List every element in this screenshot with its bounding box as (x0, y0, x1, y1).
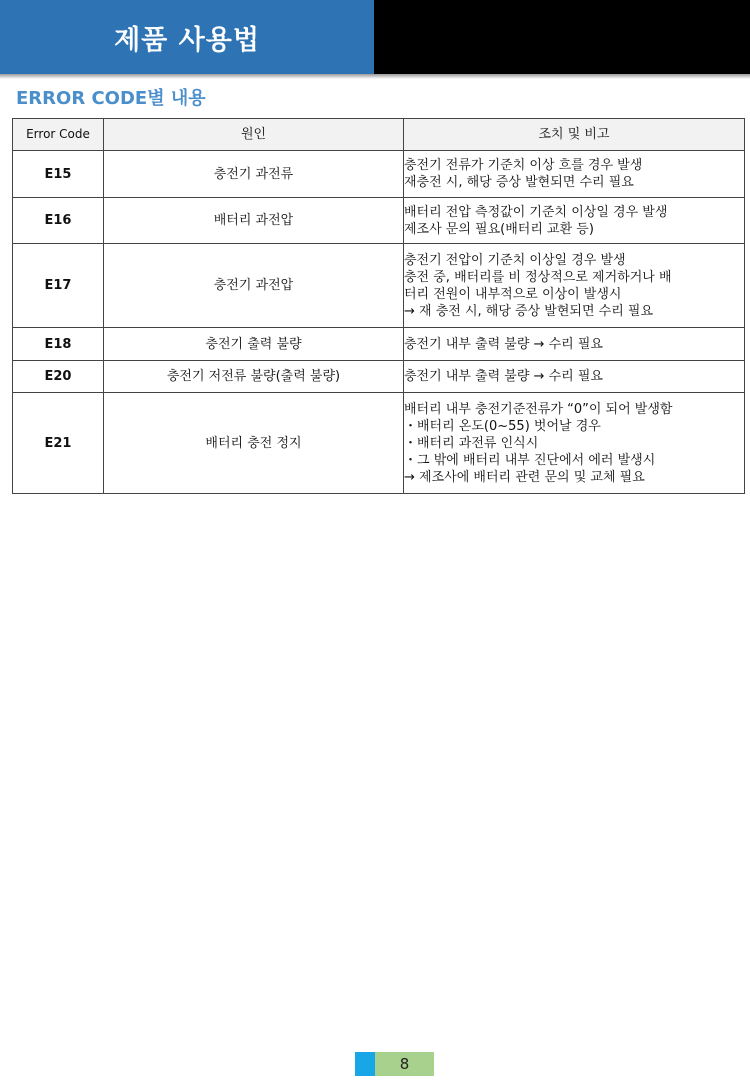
action-line: → 제조사에 배터리 관련 문의 및 교체 필요 (404, 469, 645, 485)
action-line: 충전기 전류가 기준치 이상 흐를 경우 발생 (404, 158, 643, 173)
error-code: E18 (13, 328, 104, 361)
action-line: 충전기 내부 출력 불량 → 수리 필요 (404, 336, 603, 352)
action-line: ・배터리 과전류 인식시 (404, 435, 539, 451)
error-action (404, 151, 745, 198)
page-number: 8 (375, 1052, 434, 1076)
error-action (404, 328, 745, 361)
section-title: ERROR CODE별 내용 (16, 88, 206, 109)
header-shadow (0, 74, 750, 79)
action-line: 충전 중, 배터리를 비 정상적으로 제거하거나 배 (404, 269, 672, 285)
table-row (13, 151, 745, 198)
column-header-error-code: Error Code (13, 119, 104, 151)
error-action (404, 393, 745, 494)
error-cause: 배터리 과전압 (104, 198, 404, 244)
page-title: 제품 사용법 (114, 25, 260, 56)
table-row (13, 198, 745, 244)
header-black-band (374, 0, 750, 76)
column-header-action: 조치 및 비고 (404, 119, 745, 151)
column-header-cause: 원인 (104, 119, 404, 151)
action-line: 터리 전원이 내부적으로 이상이 발생시 (404, 286, 622, 302)
action-line: 제조사 문의 필요(배터리 교환 등) (404, 221, 594, 237)
error-code: E16 (13, 198, 104, 244)
error-cause: 충전기 출력 불량 (104, 328, 404, 361)
table-header-row (13, 119, 745, 151)
error-cause: 충전기 과전류 (104, 151, 404, 198)
action-line: 충전기 전압이 기준치 이상일 경우 발생 (404, 252, 626, 268)
error-action (404, 361, 745, 393)
action-line: ・그 밖에 배터리 내부 진단에서 에러 발생시 (404, 452, 656, 468)
page-number-accent (355, 1052, 375, 1076)
error-code: E21 (13, 393, 104, 494)
error-action (404, 244, 745, 328)
error-action (404, 198, 745, 244)
error-cause: 충전기 저전류 불량(출력 불량) (104, 361, 404, 393)
action-line: 충전기 내부 출력 불량 → 수리 필요 (404, 369, 603, 384)
action-line: ・배터리 온도(0~55) 벗어날 경우 (404, 418, 601, 434)
action-line: → 재 충전 시, 해당 증상 발현되면 수리 필요 (404, 303, 654, 319)
action-line: 재충전 시, 해당 증상 발현되면 수리 필요 (404, 175, 634, 190)
action-line: 배터리 전압 측정값이 기준치 이상일 경우 발생 (404, 204, 668, 220)
action-line: 배터리 내부 충전기준전류가 “0”이 되어 발생함 (404, 401, 673, 417)
error-cause: 충전기 과전압 (104, 244, 404, 328)
table-row (13, 393, 745, 494)
error-code-table (12, 118, 745, 494)
table-row (13, 328, 745, 361)
error-code: E20 (13, 361, 104, 393)
error-code: E15 (13, 151, 104, 198)
table-row (13, 361, 745, 393)
error-cause: 배터리 충전 정지 (104, 393, 404, 494)
error-code: E17 (13, 244, 104, 328)
table-row (13, 244, 745, 328)
